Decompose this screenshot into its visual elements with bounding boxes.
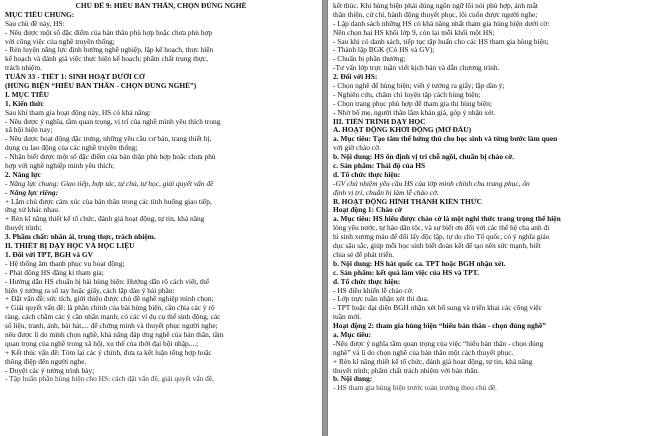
text-line: A. HOẠT ĐỘNG KHỞI ĐỘNG (MỞ ĐẦU): [333, 126, 472, 135]
text-line: Sau khi tham gia hoạt động này, HS có khả năng:: [5, 108, 151, 117]
text-line: + Lắm chủ được cảm xúc của bản thân trong các tình huống giao tiếp,: [5, 197, 212, 206]
text-line: B. HOẠT ĐỘNG HÌNH THÀNH KIẾN THỨC: [333, 197, 482, 206]
text-line: số liệu, tranh, ảnh, bài hát,... để chứng minh và thuyết phục người nghe;: [5, 322, 218, 331]
text-line: 1. Đối với TPT, BGH và GV: [5, 250, 93, 259]
text-line: - Nghiên cứu, chăm chỉ luyện tập cách hùng biện;: [333, 90, 481, 99]
text-line: - Lớp trực tuần nhận xét thi đua.: [333, 295, 429, 304]
text-line: b. Nội dung:: [333, 375, 373, 384]
text-line: 2. Năng lực: [5, 170, 41, 179]
text-line: b. Nội dung: HS hát quốc ca. TPT hoặc BGH nhận xét.: [333, 259, 506, 268]
text-line: - Rèn luyện năng lực định hướng nghề nghiệp, lập kế hoạch, thực hiện: [5, 46, 214, 55]
text-line: a. Mục tiêu: Tạo tâm thế hứng thú cho học sinh và từng bước làm quen: [333, 135, 558, 144]
text-line: d. Tổ chức thực hiện:: [333, 277, 401, 286]
text-line: + Kết thúc vấn đề: Tóm lại các ý chính, đưa ra kết luận tổng hợp hoặc: [5, 348, 212, 357]
text-line: - Phát động HS đăng kí tham gia;: [5, 268, 104, 277]
text-line: tuần mới.: [333, 313, 362, 322]
text-line: - Thành lập BGK (Có HS và GV);: [333, 46, 435, 55]
text-line: - Lập danh sách những HS có khả năng nhất tham gia hùng biện dưới cờ:: [333, 19, 550, 28]
text-line: - Nhờ bố mẹ, người thân lắm khán giả, góp ý nhận xét.: [333, 108, 496, 117]
text-line: trách nhiệm.: [5, 64, 42, 73]
text-line: (HÙNG BIỆN “HIỂU BẢN THÂN - CHỌN ĐÚNG NGHỀ”): [5, 82, 197, 91]
text-line: kế hoạch và đánh giá việc thực hiện kế hoạch; phẩm chất trung thực,: [5, 55, 208, 64]
text-line: TUẦN 33 - TIẾT 1: SINH HOẠT DƯỚI CỜ: [5, 73, 145, 82]
text-line: - Sau khi có danh sách, tiếp tục tập huấn cho các HS tham gia hùng biện;: [333, 37, 549, 46]
text-line: 1. Kiến thức: [5, 99, 44, 108]
text-line: chia sẻ để phát triển.: [333, 250, 394, 259]
text-line: thuyết trình; phẩm chất trách nhiệm với bản thân.: [333, 366, 480, 375]
text-line: thông điệp đến người nghe.: [5, 357, 87, 366]
text-line: thuyết trình;: [5, 224, 42, 233]
text-line: Hoạt động 1: Chào cờ: [333, 206, 402, 215]
text-line: - Nêu được ý nghĩa, tầm quan trọng, vị trí của nghề mình yêu thích trong: [5, 117, 221, 126]
text-line: -GV chủ nhiệm yêu cầu HS của lớp mình chỉnh chu trang phục, ổn: [333, 179, 530, 188]
text-line: a. Mục tiêu:: [333, 330, 371, 339]
text-line: Nên chọn hai HS khối lớp 9, còn lại mỗi khối một HS;: [333, 28, 495, 37]
text-line: -Tư vấn lớp trực tuần viết kịch bản và dẫn chương trình.: [333, 64, 500, 73]
text-line: xã hội hiện nay;: [5, 126, 53, 135]
text-line: nêu được lí do mình chọn nghề, khả năng đáp ứng nghề của bản thân, tầm: [5, 330, 224, 339]
text-line: - Duyệt các ý tưởng trình bày;: [5, 366, 95, 375]
page-left[interactable]: [0, 0, 322, 436]
text-line: quan trọng của nghề trong xã hội, xu thế của thời đại hội nhập,...;: [5, 339, 199, 348]
text-line: lòng yêu nước, tự hào dân tộc, và sự biết ơn đối với các thế hệ cha anh đi: [333, 224, 550, 233]
page-right[interactable]: [328, 0, 650, 436]
text-line: - Chuẩn bị phần thưởng;: [333, 55, 406, 64]
text-line: - Chọn nghề để hùng biện; viết ý tưởng ra giấy; lập dàn ý;: [333, 82, 505, 91]
text-line: - Tập huấn phần hùng biện cho HS: cách đặt vấn đề, giải quyết vấn đề,: [5, 375, 214, 384]
text-line: Sau chủ đề này, HS:: [5, 19, 65, 28]
text-line: định vị trí, chuẩn bị làm lễ chào cờ.: [333, 188, 439, 197]
text-line: - Nhận biết được một số đặc điểm của bản thân phù hợp hoặc chưa phù: [5, 153, 216, 162]
text-line: MỤC TIÊU CHUNG:: [5, 10, 75, 19]
text-line: III. TIẾN TRÌNH DẠY HỌC: [333, 117, 426, 126]
text-line: d. Tổ chức thực hiện:: [333, 170, 401, 179]
text-line: kết thúc. Khi hùng biện phải dùng ngôn ngữ lôi nói phù hợp, ánh mắt: [333, 2, 538, 10]
text-line: hợp với nghề nghiệp mình yêu thích;: [5, 162, 115, 171]
text-line: I. MỤC TIÊU: [5, 90, 50, 99]
text-line: - HS tham gia hùng biện trước toàn trường theo chủ đề.: [333, 384, 498, 393]
text-line: - Nêu được hoạt động đặc trưng, những yêu cầu cơ bản, trang thiết bị,: [5, 135, 212, 144]
text-line: - TPT hoặc đại diện BGH nhận xét bổ sung và triển khai các công việc: [333, 304, 542, 313]
text-line: dụng cụ lao động của các nghề truyền thống;: [5, 144, 138, 153]
text-line: dục sâu sắc, giúp mỗi học sinh biết đoàn kết để tạo nên sức mạnh, biết: [333, 242, 541, 251]
text-line: - Năng lực riêng:: [5, 188, 59, 197]
text-line: ứng xử khác nhau.: [5, 206, 60, 215]
text-line: 2. Đối với HS:: [333, 73, 378, 82]
text-line: b. Nội dung: HS ổn định vị trí chỗ ngồi, chuẩn bị chào cờ.: [333, 153, 515, 162]
text-line: + Đặt vấn đề: sức tích, giới thiệu được chủ đề nghề nghiệp mình chọn;: [5, 295, 214, 304]
text-line: II. THIẾT BỊ DẠY HỌC VÀ HỌC LIỆU: [5, 242, 135, 251]
text-line: a. Mục tiêu: HS hiểu được chào cờ là một nghi thức trang trọng thể hiện: [333, 215, 561, 224]
text-line: với công việc của nghề truyền thống;: [5, 37, 115, 46]
text-line: c. Sản phẩm: kết quả làm việc của HS và TPT.: [333, 268, 479, 277]
text-line: hiện ý tưởng ra sổ tay hoặc giấy, cách lập dàn ý bài phần:: [5, 286, 175, 295]
text-line: thân thiện, cử chỉ, hành động thuyết phục, lôi cuốn được người nghe;: [333, 10, 538, 19]
text-line: - Chọn trang phục phù hợp để tham gia thi hùng biện;: [333, 99, 492, 108]
text-line: CHỦ ĐỀ 9: HIỂU BẢN THÂN, CHỌN ĐÚNG NGHỀ: [75, 2, 247, 10]
text-line: - Năng lực chung: Giao tiếp, hợp tác, tự chủ, tự học, giải quyết vấn đề: [5, 179, 214, 188]
text-line: + Giải quyết vấn đề: là phần chính của bài hùng biện, cần chia các ý rõ: [5, 304, 215, 313]
text-line: Hoạt động 2: tham gia hùng biện “hiểu bản thân - chọn đúng nghề”: [333, 322, 546, 331]
text-line: - Nêu được một số đặc điểm của bản thân phù hợp hoặc chưa phù hợp: [5, 28, 213, 37]
text-line: - HS điều khiển lễ chào cờ.: [333, 286, 414, 295]
page-right-text: [333, 2, 645, 393]
text-line: c. Sản phẩm: Thái độ của HS: [333, 162, 426, 171]
text-line: hi sinh xương máu để đổi lấy độc lập, tự do cho Tổ quốc, có ý nghĩa giáo: [333, 233, 550, 242]
page-left-text: [5, 2, 317, 384]
text-line: - Hướng dẫn HS chuẩn bị bài hùng biện: Hướng dẫn rõ cách viết, thể: [5, 277, 210, 286]
text-line: -Nêu được ý nghĩa tầm quan trọng của việc “hiểu bản thân - chọn đúng: [333, 339, 544, 348]
text-line: + Rèn kĩ năng thiết kế tổ chức, đánh giá hoạt động, tự tin, khả năng: [333, 357, 533, 366]
text-line: với giờ chào cờ.: [333, 144, 381, 153]
text-line: ràng, cách chăm các ý cần nhấn mạnh; có các ví dụ cụ thể sinh động, các: [5, 313, 221, 322]
text-line: - Hệ thống âm thanh phục vụ hoạt động;: [5, 259, 125, 268]
text-line: 3. Phẩm chất: nhân ái, trung thực, trách nhiệm.: [5, 233, 156, 242]
text-line: + Rèn kĩ năng thiết kế tổ chức, đánh giá hoạt động, tự tin, khả năng: [5, 215, 205, 224]
text-line: nghề” và lí do chọn nghề của bản thân một cách thuyết phục.: [333, 348, 514, 357]
